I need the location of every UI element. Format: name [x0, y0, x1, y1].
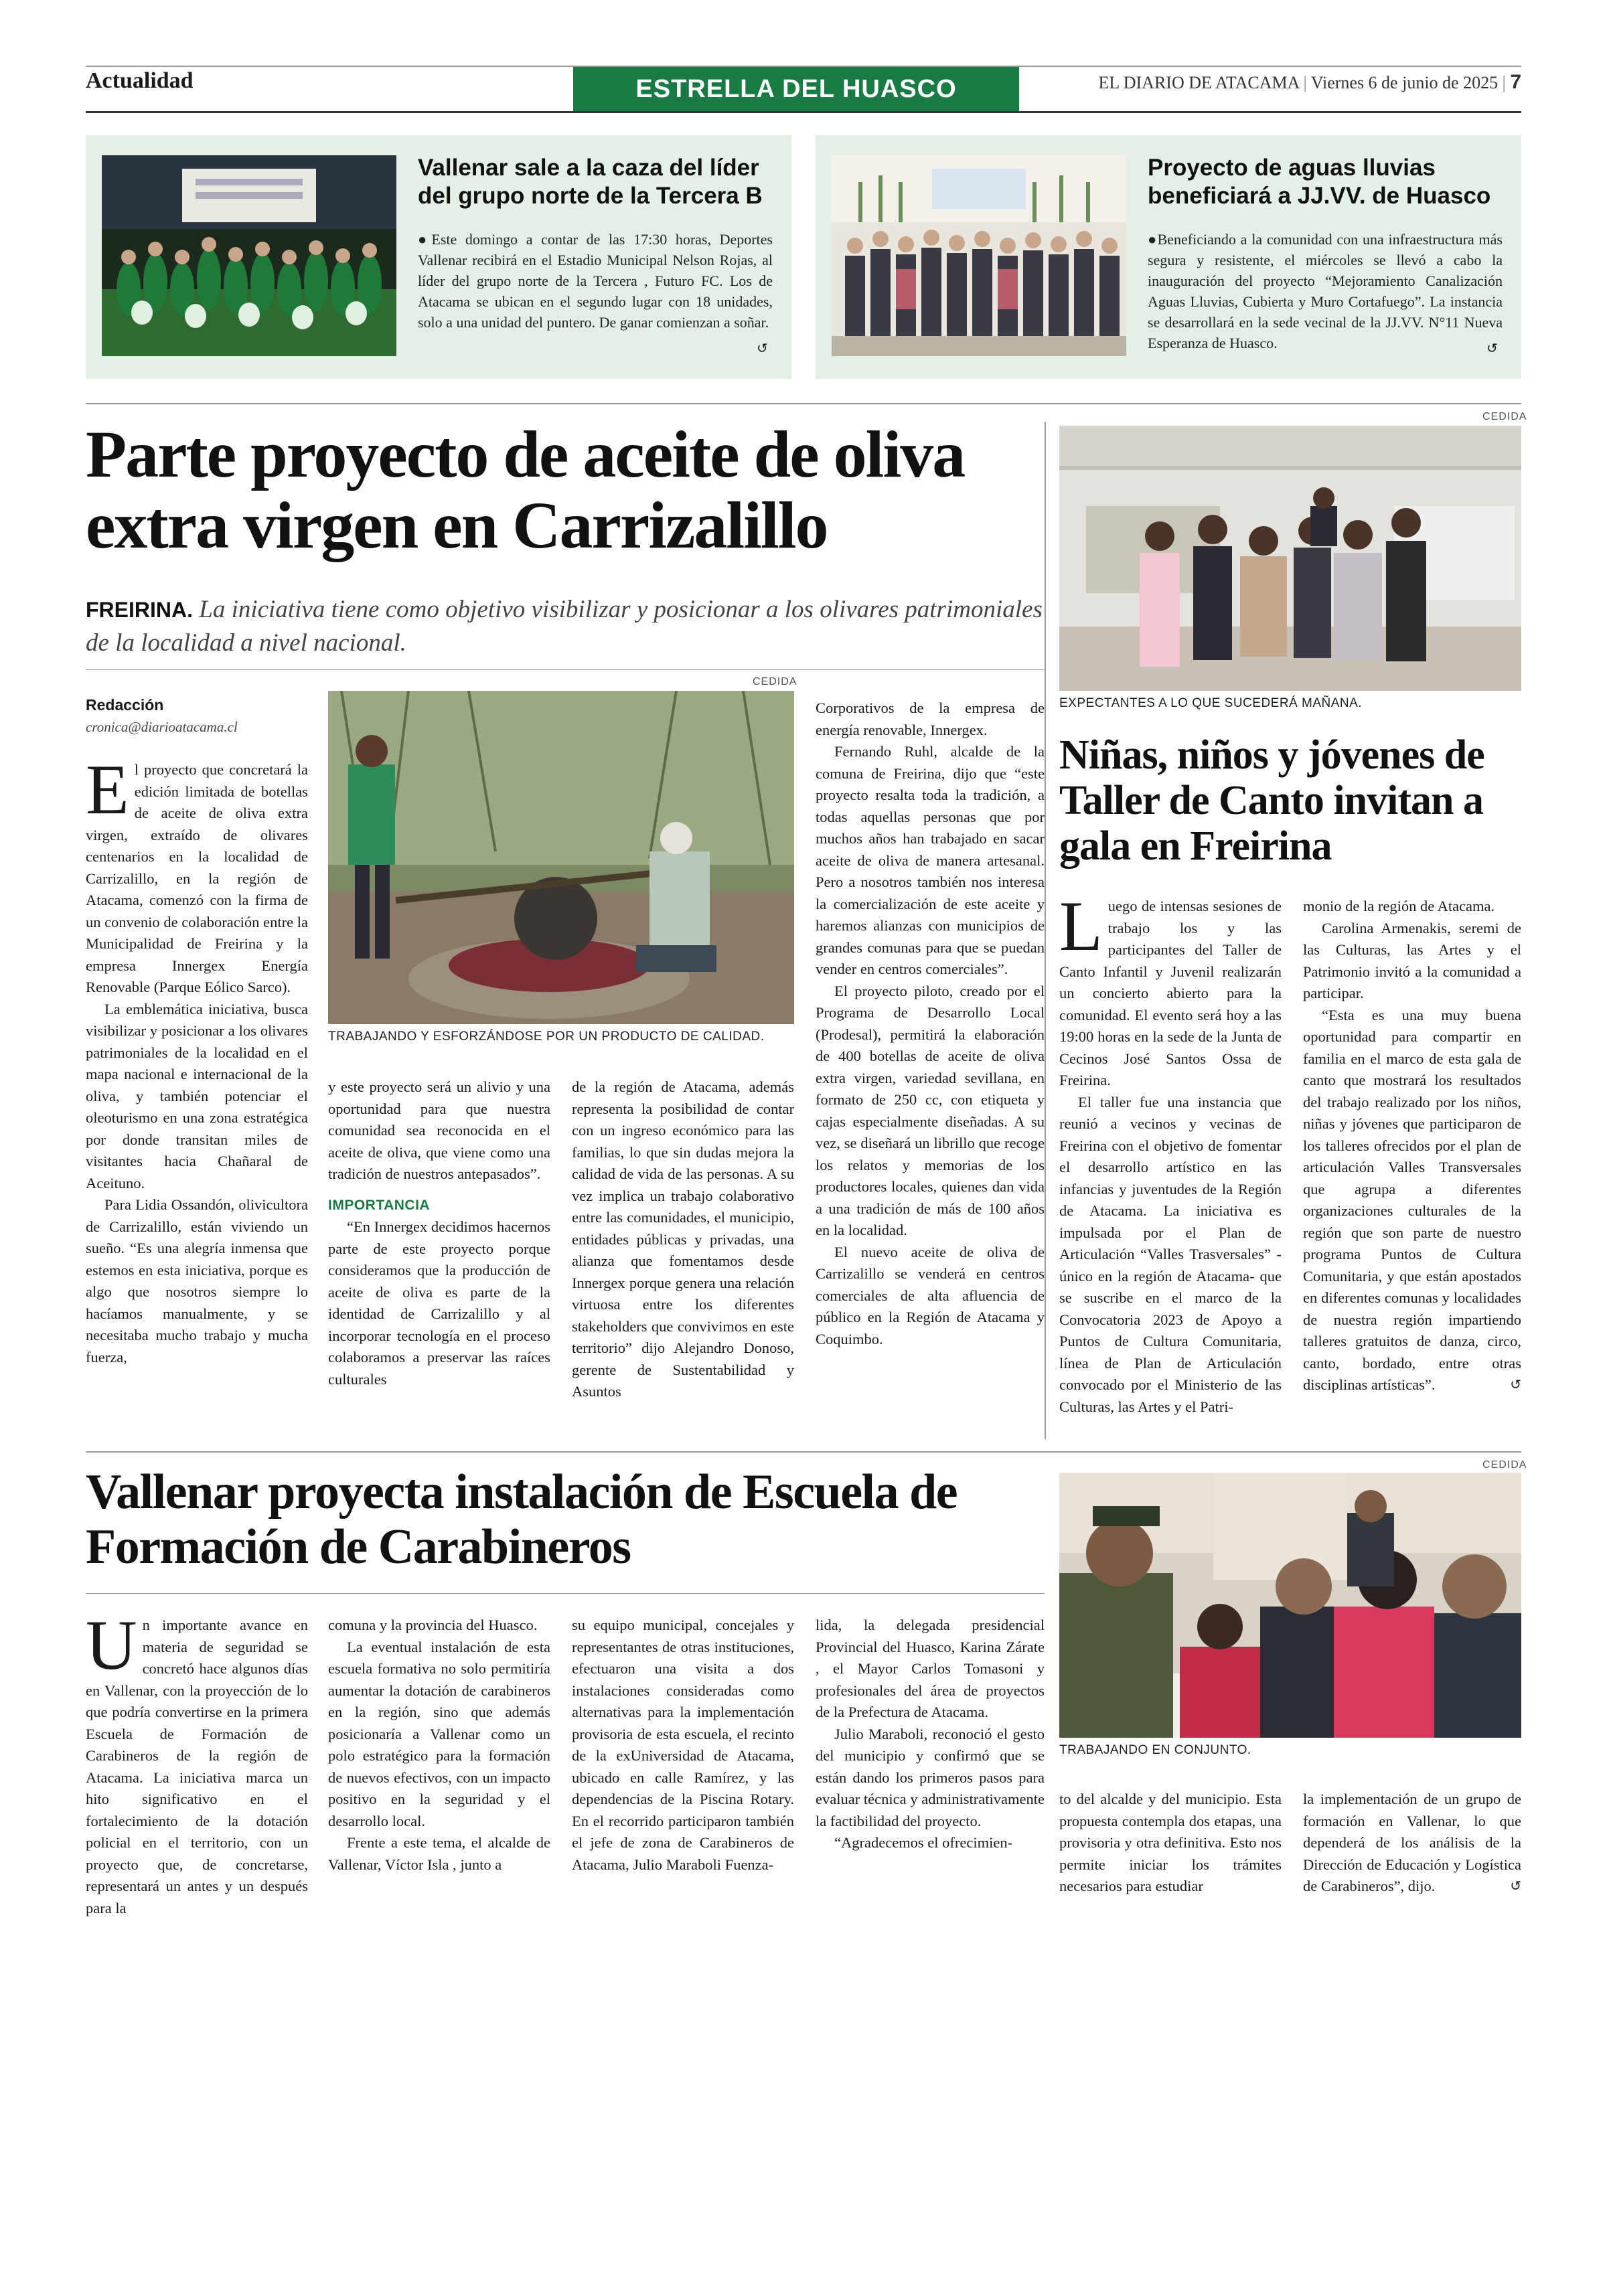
- end-mark-icon: ↺: [1510, 1378, 1521, 1392]
- page-number: 7: [1510, 71, 1521, 93]
- main-para-10: El nuevo aceite de oliva de Carrizalillo se venderá en centros comerciales de alta afluencia de público en la Región de Atacama y Coquimbo.: [816, 1243, 1045, 1347]
- main-headline: Parte proyecto de aceite de oliva extra virgen en Carrizalillo: [86, 417, 965, 562]
- side-para-4: Carolina Armenakis, seremi de las Culturas, las Artes y el Patrimonio invitó a la comunidad a participar.: [1303, 919, 1521, 1001]
- deck-place: FREIRINA.: [86, 598, 193, 622]
- main-para-8: Fernando Ruhl, alcalde de la comuna de Freirina, dijo que “este proyecto resalta toda la tradición, a todas aquellas personas que por muchos años han trabajado en sacar aceite de oliva de manera artesanal. Pero a nosotros también nos interesa la comercialización de este aceite y haremos alianzas con municipios de grandes comunas para que se puedan vender en centros comerciales”.: [816, 743, 1045, 977]
- author: Redacción: [86, 696, 164, 714]
- side-photo-caption: EXPECTANTES A LO QUE SUCEDERÁ MAÑANA.: [1059, 696, 1363, 710]
- bottom-para-9: to del alcalde y del municipio. Esta propuesta contempla dos etapas, una provisoria y otra definitiva. Esto nos permite iniciar los trámites necesarios para estudiar: [1059, 1791, 1282, 1894]
- dropcap: U: [86, 1606, 137, 1684]
- dropcap: E: [86, 750, 129, 829]
- brief-box-rainwater: [816, 135, 1521, 379]
- section-label: Actualidad: [86, 68, 194, 93]
- bottom-para-8: “Agradecemos el ofrecimien-: [834, 1834, 1013, 1851]
- main-deck: [86, 593, 1050, 660]
- bottom-para-3: La eventual instalación de esta escuela formativa no solo permitiría aumentar la dotación de carabineros en la región, sino que además posicionaría a Vallenar como un polo estratégico para la formación de nuevos efectivos, con un impacto positivo en la seguridad y el desarrollo local.: [328, 1638, 550, 1829]
- side-para-2: El taller fue una instancia que reunió a vecinos y vecinas de Freirina con el objetivo de fomentar el desarrollo artístico en las infancias y juventudes de la Región de Atacama. La iniciativa es impulsada por el Plan de Articulación “Valles Trasversales” - único en la región de Atacama- que se suscribe en el marco de la Convocatoria 2023 de Apoyo a Puntos de Cultura Comunitaria, línea de Plan de Articulación convocado por el Ministerio de las Culturas, las Artes y el Patri-: [1059, 1093, 1282, 1415]
- football-team-photo: [102, 155, 396, 356]
- community-group-photo: [832, 155, 1126, 356]
- bottom-para-4: Frente a este tema, el alcalde de Vallenar, Víctor Isla , junto a: [328, 1834, 550, 1873]
- brief-box-football: [86, 135, 791, 379]
- subhead-importancia: IMPORTANCIA: [328, 1197, 431, 1213]
- page-header-info: EL DIARIO DE ATACAMA | Viernes 6 de junio de 2025 | 7: [1098, 71, 1521, 93]
- bottom-col-6: [1303, 1789, 1521, 1898]
- main-para-4: y este proyecto será un alivio y una oportunidad para que nuestra comunidad sea reconocida en el aceite de oliva, que viene como una tradición de nuestros antepasados”.: [328, 1078, 550, 1182]
- main-col-4: [816, 698, 1045, 1350]
- choir-group-photo: [1059, 426, 1521, 691]
- bottom-divider: [86, 1451, 1521, 1453]
- olive-press-photo: [328, 691, 794, 1024]
- author-email: cronica@diarioatacama.cl: [86, 719, 238, 735]
- bottom-para-5: su equipo municipal, concejales y representantes de otras instituciones, efectuaron una visita a dos instalaciones consideradas como alternativas para la implementación provisoria de esta escuela, el recinto de la exUniversidad de Atacama, ubicado en calle Ramírez, y las dependencias de la Piscina Rotary. En el recorrido participaron también el jefe de zona de Carabineros de Atacama, Julio Maraboli Fuenza-: [572, 1617, 794, 1873]
- end-mark-icon: ↺: [757, 341, 768, 356]
- end-mark-icon: ↺: [1510, 1879, 1521, 1894]
- bottom-headline: Vallenar proyecta instalación de Escuela de Formación de Carabineros: [86, 1465, 958, 1574]
- photo-credit: CEDIDA: [753, 676, 797, 687]
- side-headline: Niñas, niños y jóvenes de Taller de Canto invitan a gala en Freirina: [1059, 732, 1484, 869]
- main-col-2: [328, 1076, 550, 1390]
- side-para-1: Luego de intensas sesiones de trabajo los y las participantes del Taller de Canto Infantil y Juvenil realizarán un concierto abierto para la comunidad. El evento será hoy a las 19:00 horas en la sede de la Junta de Cecinos José Santos Ossa de Freirina.: [1059, 887, 1282, 1088]
- main-col-1: [86, 750, 308, 1368]
- brief-football-title: Vallenar sale a la caza del líder del grupo norte de la Tercera B: [418, 155, 763, 209]
- main-para-9: El proyecto piloto, creado por el Programa de Desarrollo Local (Prodesal), permitirá la elaboración de 400 botellas de aceite de oliva extra virgen, variedad sevillana, en formato de 250 cc, con etiqueta y cajas especialmente diseñadas. A su vez, se diseñará un librillo que recoge los relatos y memorias de los productores locales, quienes dan vida a una tradición de más de 100 años en la localidad.: [816, 982, 1045, 1238]
- bottom-para-10: la implementación de un grupo de formación en Vallenar, lo que dependerá de los análisis de la Dirección de Educación y Logística de Carabineros”, dijo. ↺: [1303, 1789, 1521, 1898]
- newspaper-name: EL DIARIO DE ATACAMA: [1098, 73, 1300, 92]
- olive-photo-caption: TRABAJANDO Y ESFORZÁNDOSE POR UN PRODUCTO DE CALIDAD.: [328, 1030, 765, 1044]
- main-para-1: El proyecto que concretará la edición limitada de botellas de aceite de oliva extra virgen, extraído de olivares centenarios en la localidad de Carrizalillo, en la región de Atacama, comenzó con la firma de un convenio de colaboración entre la Municipalidad de Freirina y la empresa Innergex Energía Renovable (Parque Eólico Sarco).: [86, 750, 308, 995]
- header-bottom-rule: [86, 111, 1521, 113]
- main-para-2: La emblemática iniciativa, busca visibilizar y posicionar a los olivares patrimoniales de la localidad en el mapa nacional e internacional de la oliva, y también potenciar el oleoturismo en una zona estratégica por donde transitan miles de visitantes hacia Chañaral de Aceituno.: [86, 1000, 308, 1192]
- main-para-6: de la región de Atacama, además representa la posibilidad de contar con un ingreso económico para las familias, lo que sin dudas mejora la calidad de vida de las personas. A su vez implica un trabajo colaborativo entre las comunidades, el municipio, entidades públicas y privadas, una alianza que fomentamos desde Innergex porque genera una relación virtuosa entre los diferentes stakeholders que convivimos en este territorio” dijo Alejandro Donoso, gerente de Sustentabilidad y Asuntos: [572, 1078, 794, 1400]
- bottom-para-7: Julio Maraboli, reconoció el gesto del municipio y confirmó que se están dando los primeros pasos para evaluar técnica y administrativamente la factibilidad del proyecto.: [816, 1725, 1045, 1829]
- section-divider: [86, 403, 1521, 404]
- main-para-3: Para Lidia Ossandón, olivicultora de Carrizalillo, están viviendo un sueño. “Es una alegría inmensa que estemos en esta iniciativa, porque es algo que nosotros siempre lo hacíamos manualmente, y se necesitaba mucho trabajo y mucha fuerza,: [86, 1196, 308, 1366]
- main-para-7: Corporativos de la empresa de energía renovable, Innergex.: [816, 700, 1045, 738]
- deck-text: La iniciativa tiene como objetivo visibilizar y posicionar a los olivares patrimoniales de la localidad a nivel nacional.: [86, 596, 1043, 657]
- column-divider: [1045, 422, 1046, 1439]
- issue-date: Viernes 6 de junio de 2025: [1310, 73, 1499, 92]
- brief-football-text: ●Este domingo a contar de las 17:30 horas, Deportes Vallenar recibirá en el Estadio Municipal Nelson Rojas, al líder del grupo norte de la Tercera , Futuro FC. Los de Atacama se ubican en el segundo lugar con 18 unidades, solo a una unidad del puntero. De ganar comienzan a soñar.: [418, 231, 773, 331]
- side-photo-credit: CEDIDA: [1482, 411, 1527, 422]
- bottom-col-4: [816, 1615, 1045, 1854]
- bottom-col-3: [572, 1615, 794, 1876]
- brand-banner: ESTRELLA DEL HUASCO: [573, 67, 1019, 111]
- deck-rule: [86, 669, 1045, 670]
- bottom-col-2: [328, 1615, 550, 1876]
- bottom-photo-caption: TRABAJANDO EN CONJUNTO.: [1059, 1743, 1251, 1757]
- side-col-1: [1059, 887, 1282, 1418]
- bottom-col-1: [86, 1606, 308, 1919]
- bottom-photo-credit: CEDIDA: [1482, 1459, 1527, 1471]
- side-para-5: “Esta es una muy buena oportunidad para compartir en familia en el marco de esta gala de canto que mostrará los resultados del trabajo realizado por los niños, niñas y jóvenes que participaron de los talleres ofrecidos por el plan de articulación Valles Transversales que agrupa a diferentes organizaciones culturales de la región que son parte de nuestro programa Puntos de Cultura Comunitaria, y que están apostados en diferentes comunas y localidades de nuestra región impartiendo talleres gratuitos de danza, circo, canto, bordado, entre otras disciplinas artísticas”. ↺: [1303, 1005, 1521, 1396]
- main-para-5: “En Innergex decidimos hacernos parte de este proyecto porque consideramos que la producción de aceite de oliva es parte de la identidad de Carrizalillo y al incorporar tecnología en el proceso colaboramos a preservar las raíces culturales: [328, 1218, 550, 1388]
- side-col-2: [1303, 896, 1521, 1396]
- bottom-headline-rule: [86, 1593, 1045, 1594]
- bottom-para-6: lida, la delegada presidencial Provincial del Huasco, Karina Zárate , el Mayor Carlos Tomasoni y profesionales del área de proyectos de la Prefectura de Atacama.: [816, 1617, 1045, 1720]
- bottom-para-1: Un importante avance en materia de seguridad se concretó hace algunos días en Vallenar, con la proyección de lo que podría convertirse en la primera Escuela de Formación de Carabineros de la región de Atacama. La iniciativa marca un hito significativo en el fortalecimiento de la dotación policial en el territorio, con un proyecto que, de concretarse, representará un antes y un después para la: [86, 1606, 308, 1916]
- brief-rainwater-title: Proyecto de aguas lluvias beneficiará a JJ.VV. de Huasco: [1148, 155, 1491, 209]
- end-mark-icon: ↺: [1486, 341, 1498, 356]
- brief-rainwater-text: ●Beneficiando a la comunidad con una infraestructura más segura y resistente, el miércoles se llevó a cabo la inauguración del proyecto “Mejoramiento Canalización Aguas Lluvias, Cubierta y Muro Cortafuego”. La instancia se desarrollará en la sede vecinal de la JJ.VV. N°11 Nueva Esperanza de Huasco.: [1148, 231, 1503, 351]
- carabineros-meeting-photo: [1059, 1473, 1521, 1738]
- side-para-3: monio de la región de Atacama.: [1303, 898, 1495, 914]
- bottom-para-2: comuna y la provincia del Huasco.: [328, 1617, 538, 1633]
- bottom-col-5: [1059, 1789, 1282, 1898]
- main-col-3: [572, 1076, 794, 1403]
- dropcap: L: [1059, 887, 1103, 965]
